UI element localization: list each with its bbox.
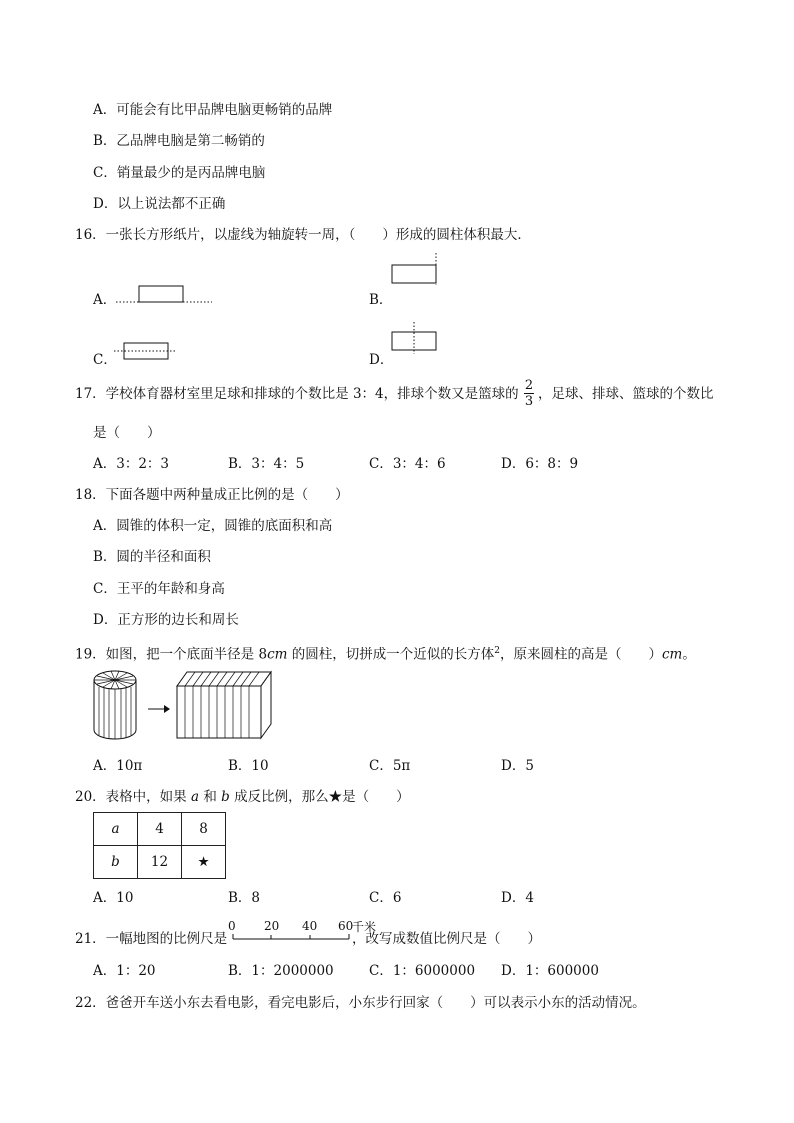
q15-option-a: A．可能会有比甲品牌电脑更畅销的品牌 (93, 102, 333, 118)
table-cell (94, 813, 138, 846)
q19-option-d: D．5 (501, 758, 534, 774)
cell-var-b: b (111, 854, 120, 870)
q22-stem: 22．爸爸开车送小东去看电影，看完电影后，小东步行回家（ ）可以表示小东的活动情况。 (75, 995, 646, 1011)
table-cell: 8 (182, 813, 226, 846)
table-row (94, 813, 226, 846)
q17-option-b: B．3：4：5 (228, 456, 305, 472)
q19-option-c: C．5π (369, 758, 411, 774)
q18-option-c: C．王平的年龄和身高 (93, 581, 225, 597)
q20-stem (75, 788, 410, 806)
q19-stem-part3: ，原来圆柱的高是（ ） (499, 646, 662, 663)
scale-tick-label: 60 (338, 919, 354, 933)
star-cell: ★ (182, 846, 226, 879)
q19-stem (75, 642, 696, 664)
q18-option-a: A．圆锥的体积一定，圆锥的底面积和高 (93, 518, 333, 534)
q17-stem-part3: 是（ ） (93, 425, 161, 441)
q18-option-d: D．正方形的边长和周长 (93, 612, 239, 628)
q16-figure-b (390, 253, 442, 285)
q15-option-b: B．乙品牌电脑是第二畅销的 (93, 133, 265, 149)
q21-option-b: B．1：2000000 (228, 963, 334, 979)
fraction-two-thirds (522, 379, 536, 408)
q20-var-a: a (190, 789, 200, 805)
table-row (94, 846, 226, 879)
q16-option-c-label: C． (93, 352, 117, 368)
q15-option-c: C．销量最少的是丙品牌电脑 (93, 165, 266, 181)
q19-unit-cm-2: cm (661, 646, 683, 663)
table-cell (94, 846, 138, 879)
fraction-denominator: 3 (524, 394, 534, 409)
cell-var-a: a (111, 821, 120, 837)
q20-stem-part2: 和 (199, 789, 222, 805)
q20-stem-part3: 成反比例，那么★是（ ） (229, 789, 410, 805)
q21-stem-part2: ，改写成数值比例尺是（ ） (352, 931, 541, 947)
q17-option-d: D．6：8：9 (501, 456, 579, 472)
q21-option-d: D．1：600000 (501, 963, 599, 979)
scale-bar-line (233, 933, 351, 941)
q20-stem-part1: 20．表格中，如果 (75, 789, 191, 805)
q17-stem-part2: ，足球、排球、篮球的个数比 (538, 386, 714, 402)
fraction-numerator: 2 (524, 378, 534, 393)
arrow-icon (148, 705, 170, 713)
q21-stem-part1: 21．一幅地图的比例尺是 (75, 931, 228, 947)
scale-tick-label: 20 (264, 919, 280, 933)
scale-tick-label: 40 (302, 919, 318, 933)
q19-stem-part4: 。 (682, 646, 696, 663)
cuboid-figure (177, 672, 271, 738)
q19-stem-part1: 19．如图，把一个底面半径是 8 (75, 646, 268, 663)
q18-option-b: B．圆的半径和面积 (93, 549, 211, 565)
q20-proportion-table (93, 812, 226, 879)
q16-option-a-label: A． (93, 292, 117, 308)
q17-stem-part1: 17．学校体育器材室里足球和排球的个数比是 3：4，排球个数又是篮球的 (75, 386, 519, 402)
q19-option-a: A．10π (93, 758, 143, 774)
cylinder-figure (94, 671, 136, 739)
scale-tick-label: 0 (228, 919, 236, 933)
q20-var-b: b (221, 789, 230, 805)
q15-option-d: D．以上说法都不正确 (93, 196, 226, 212)
q19-superscript: 2 (494, 646, 500, 656)
q17-option-a: A．3：2：3 (93, 456, 170, 472)
table-cell: 4 (138, 813, 182, 846)
q20-option-d: D．4 (501, 890, 534, 906)
q21-option-c: C．1：6000000 (369, 963, 476, 979)
q16-option-b-label: B． (369, 292, 393, 308)
q20-option-a: A．10 (93, 890, 134, 906)
q16-stem: 16．一张长方形纸片，以虚线为轴旋转一周，（ ）形成的圆柱体积最大． (75, 227, 531, 243)
q16-figure-c (114, 340, 176, 362)
scale-unit-label: 千米 (352, 920, 377, 934)
q16-figure-d (390, 322, 440, 354)
q20-option-b: B．8 (228, 890, 261, 906)
q20-option-c: C．6 (369, 890, 402, 906)
q17-option-c: C．3：4：6 (369, 456, 446, 472)
q19-stem-part2: 的圆柱，切拼成一个近似的长方体 (287, 646, 495, 663)
q21-option-a: A．1：20 (93, 963, 156, 979)
cylinder-to-cuboid-figure (90, 668, 280, 742)
q19-option-b: B．10 (228, 758, 269, 774)
q19-unit-cm: cm (267, 646, 288, 663)
table-cell: 12 (138, 846, 182, 879)
q18-stem: 18．下面各题中两种量成正比例的是（ ） (75, 487, 349, 503)
q16-figure-a (116, 284, 216, 306)
q16-option-d-label: D． (369, 352, 394, 368)
